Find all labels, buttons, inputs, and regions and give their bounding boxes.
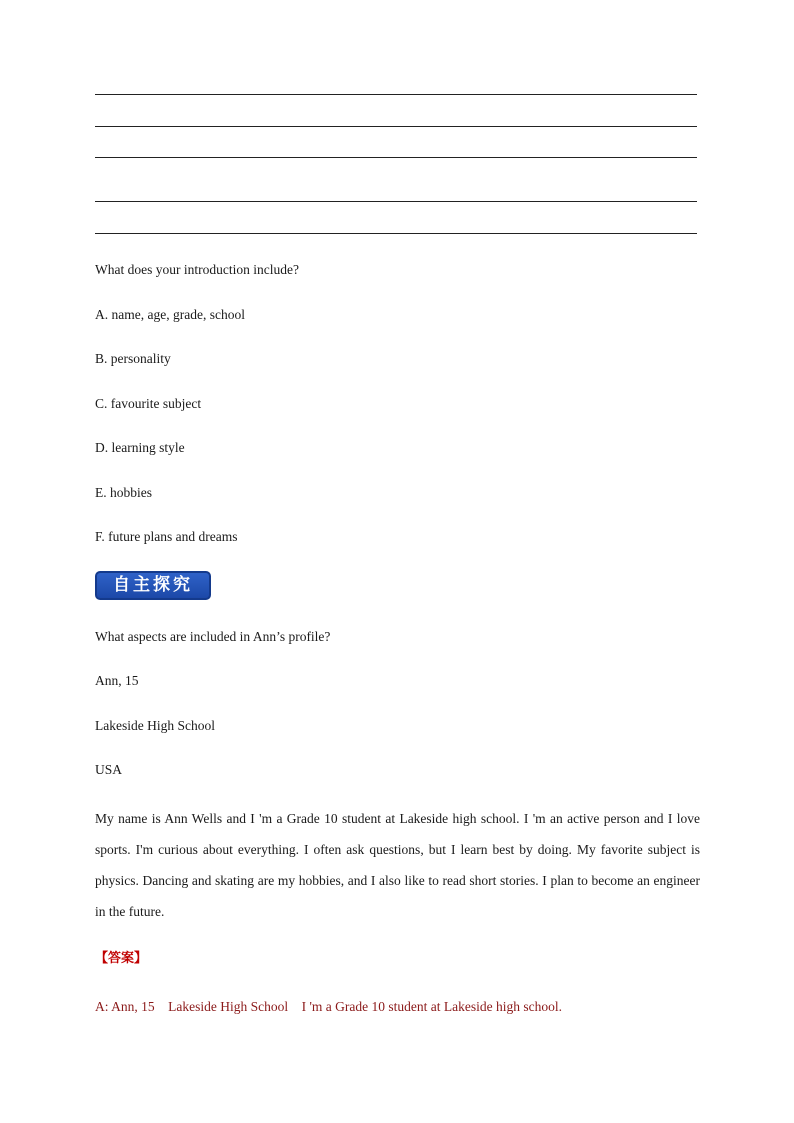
writing-line-2	[95, 126, 697, 127]
writing-line-4	[95, 201, 697, 202]
answer-label: 【答案】	[95, 951, 148, 966]
option-c: C. favourite subject	[95, 396, 202, 411]
profile-paragraph: My name is Ann Wells and I 'm a Grade 10 student at Lakeside high school. I 'm an active person and I love sports. I'm curious about everything. I often ask questions, but I learn best by doing. My favorite subject is physics. Dancing and skating are my hobbies, and I also like to read short stories. I plan to become an engineer in the future.	[95, 811, 700, 919]
writing-line-1	[95, 94, 697, 95]
section-badge: 自主探究	[95, 571, 211, 600]
profile-country: USA	[95, 762, 123, 777]
writing-line-3	[95, 157, 697, 158]
option-f: F. future plans and dreams	[95, 529, 238, 544]
option-a: A. name, age, grade, school	[95, 307, 245, 322]
answer-text: A: Ann, 15 Lakeside High School I 'm a Grade 10 student at Lakeside high school.	[95, 999, 562, 1014]
question-text: What does your introduction include?	[95, 262, 299, 277]
option-b: B. personality	[95, 351, 171, 366]
option-d: D. learning style	[95, 440, 185, 455]
writing-line-5	[95, 233, 697, 234]
option-e: E. hobbies	[95, 485, 152, 500]
profile-name-age: Ann, 15	[95, 673, 139, 688]
aspects-question: What aspects are included in Ann’s profile?	[95, 629, 331, 644]
profile-school: Lakeside High School	[95, 718, 215, 733]
